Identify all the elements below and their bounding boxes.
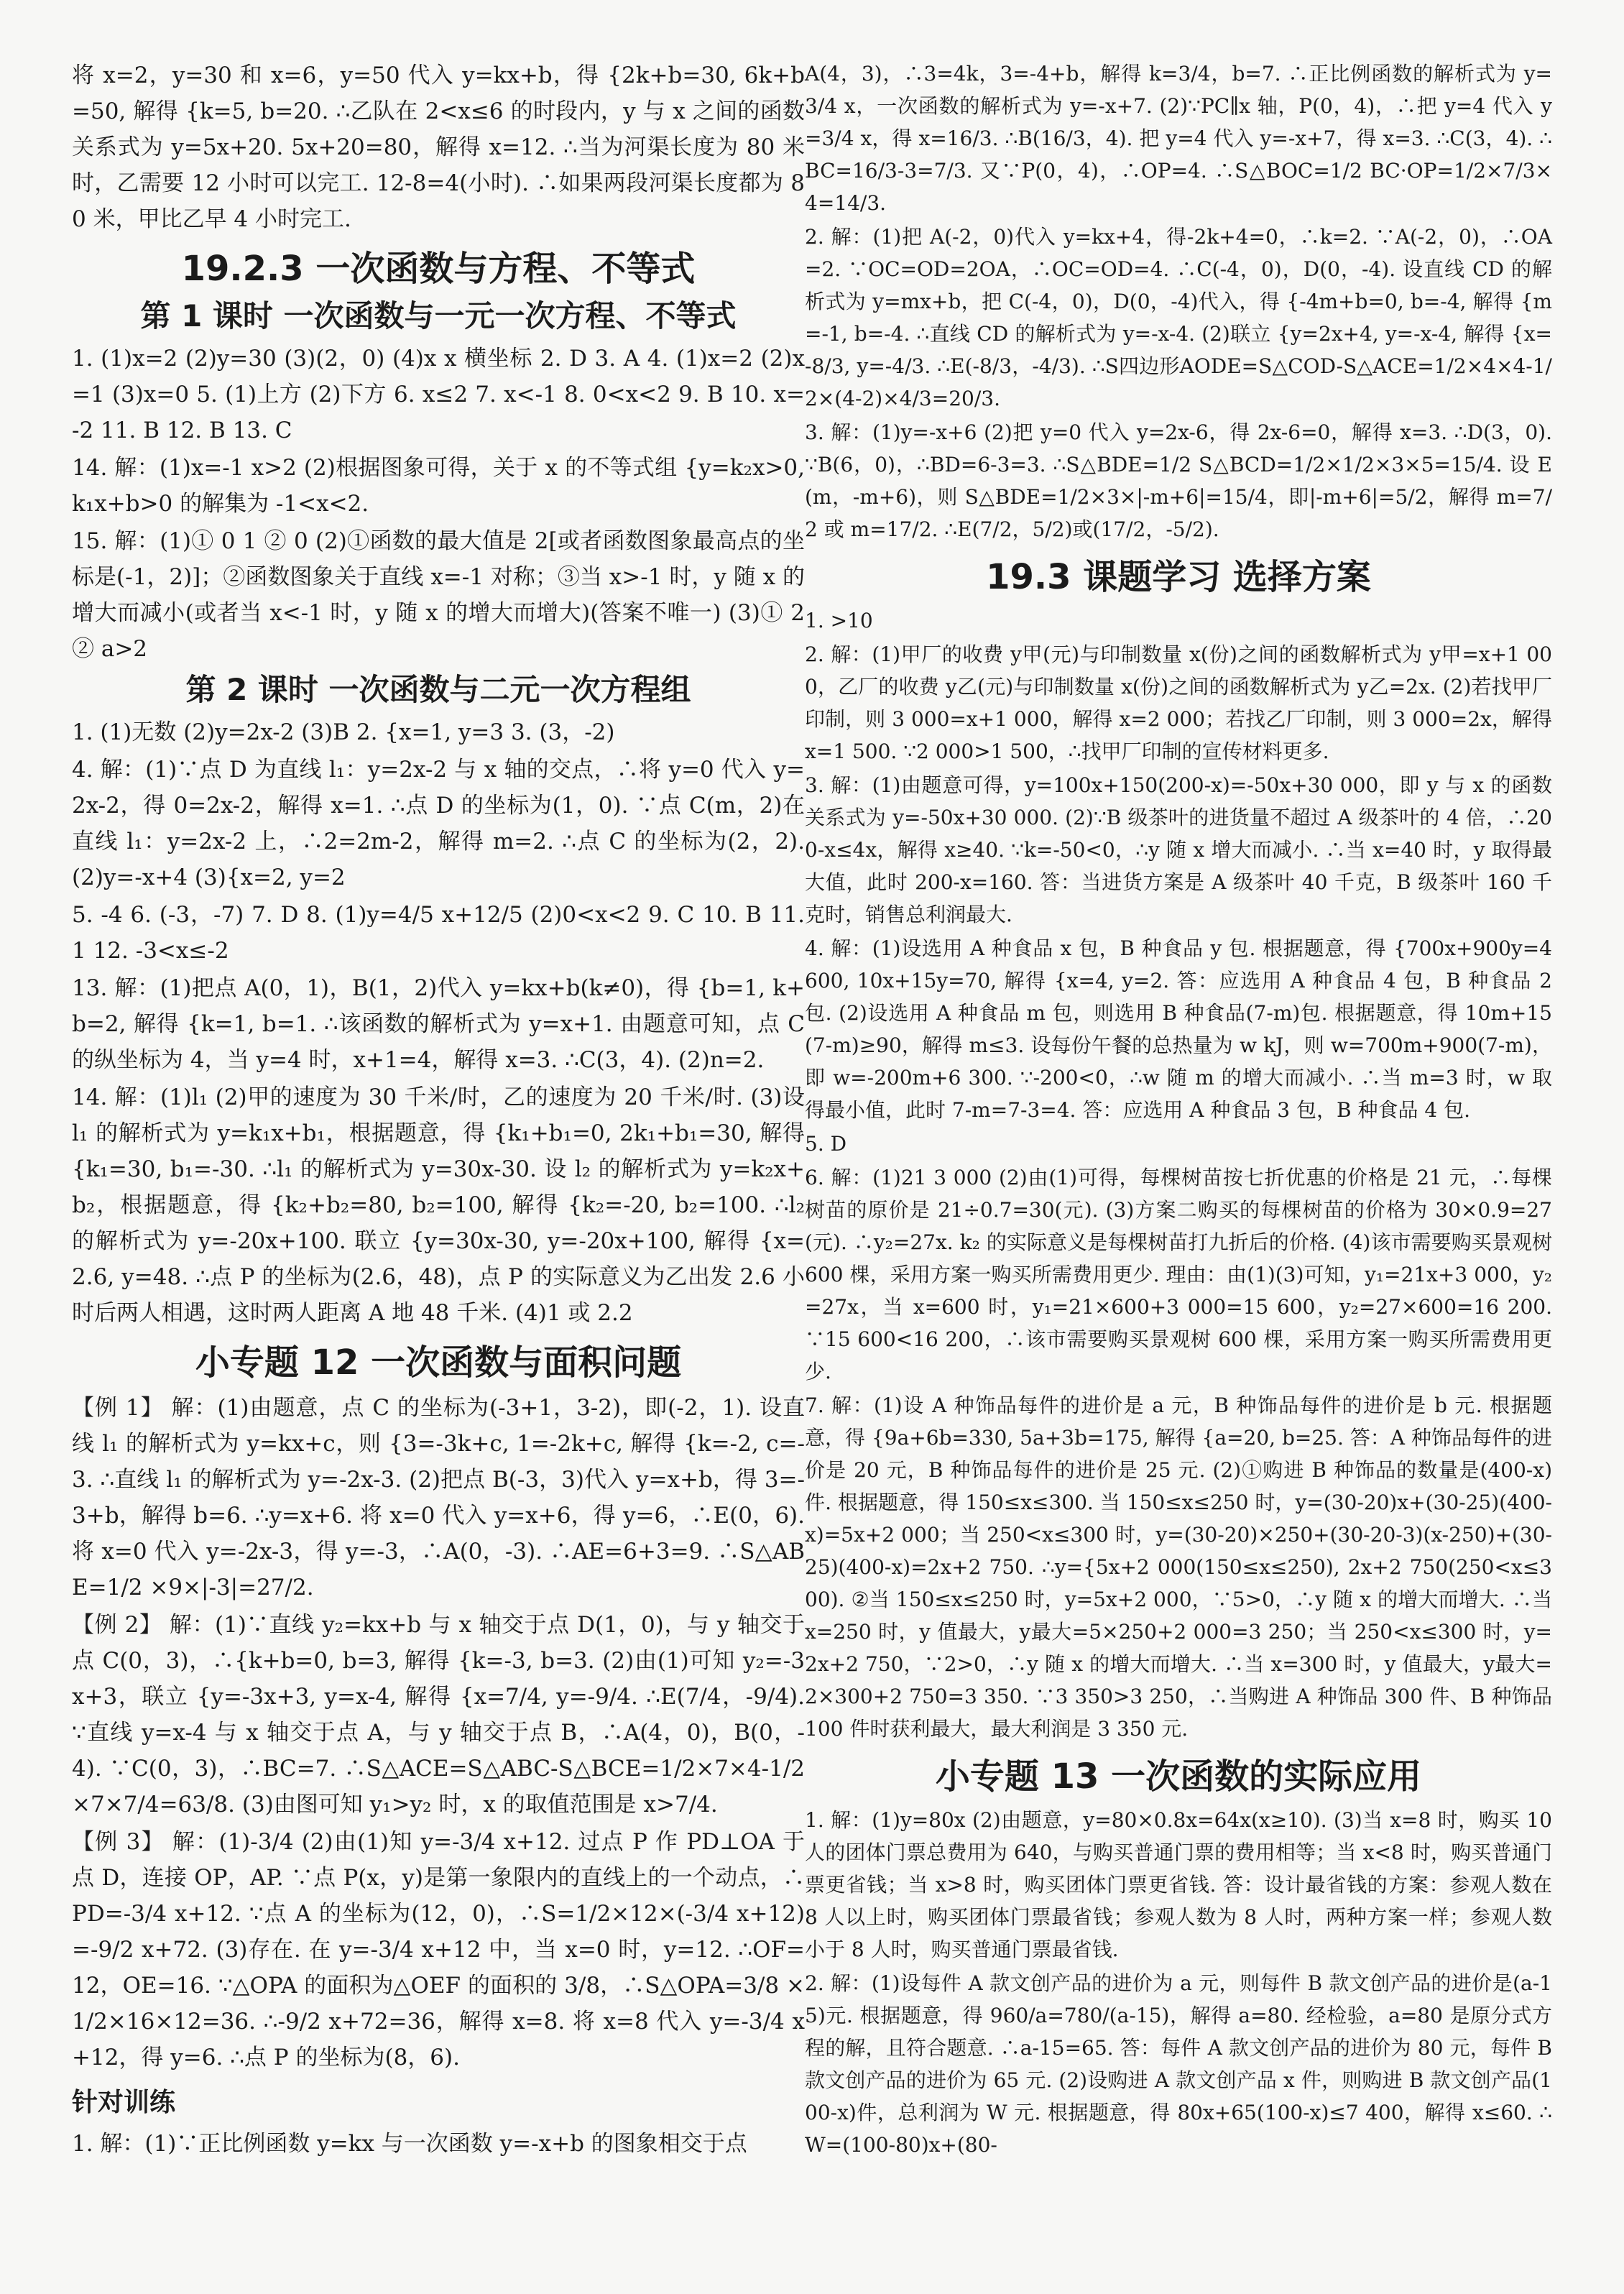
answer-paragraph: 3. 解：(1)y=-x+6 (2)把 y=0 代入 y=2x-6，得 2x-6=0，解得 x=3. ∴D(3，0). ∵B(6，0)，∴BD=6-3=3. ∴S△BDE=1/2 S△BCD=1/2×1/2×3×5=15/4. 设 E(m，-m+6)，则 S△BDE=1/2×3×|-m+6|=15/4，即|-m+6|=5/2，解得 m=7/2 或 m=17/2. ∴E(7/2，5/2)或(17/2，-5/2). <box>805 420 1552 541</box>
left-column <box>72 57 805 2163</box>
answer-paragraph: 1. (1)x=2 (2)y=30 (3)(2，0) (4)x x 横坐标 2. D 3. A 4. (1)x=2 (2)x=1 (3)x=0 5. (1)上方 (2)下方 6. x≤2 7. x<-1 8. 0<x<2 9. B 10. x=-2 11. B 12. B 13. C <box>72 346 805 443</box>
answer-paragraph: 14. 解：(1)l₁ (2)甲的速度为 30 千米/时，乙的速度为 20 千米/时. (3)设 l₁ 的解析式为 y=k₁x+b₁，根据题意，得 {k₁+b₁=0, 2k₁+b₁=30, 解得 {k₁=30, b₁=-30. ∴l₁ 的解析式为 y=30x-30. 设 l₂ 的解析式为 y=k₂x+b₂，根据题意，得 {k₂+b₂=80, b₂=100, 解得 {k₂=-20, b₂=100. ∴l₂ 的解析式为 y=-20x+100. 联立 {y=30x-30, y=-20x+100, 解得 {x=2.6, y=48. ∴点 P 的坐标为(2.6，48)，点 P 的实际意义为乙出发 2.6 小时后两人相遇，这时两人距离 A 地 48 千米. (4)1 或 2.2 <box>72 1084 806 1326</box>
section-heading: 19.3 课题学习 选择方案 <box>986 557 1371 597</box>
answer-paragraph: 将 x=2，y=30 和 x=6，y=50 代入 y=kx+b，得 {2k+b=30, 6k+b=50, 解得 {k=5, b=20. ∴乙队在 2<x≤6 的时段内，y 与 x 之间的函数关系式为 y=5x+20. 5x+20=80，解得 x=12. ∴当为河渠长度为 80 米时，乙需要 12 小时可以完工. 12-8=4(小时). ∴如果两段河渠长度都为 80 米，甲比乙早 4 小时完工. <box>72 63 805 232</box>
answer-paragraph: 15. 解：(1)① 0 1 ② 0 (2)①函数的最大值是 2[或者函数图象最高点的坐标是(-1，2)]；②函数图象关于直线 x=-1 对称；③当 x>-1 时，y 随 x 的增大而减小(或者当 x<-1 时，y 随 x 的增大而增大)(答案不唯一) (3)① 2 ② a>2 <box>72 528 805 662</box>
answer-paragraph: 5. -4 6. (-3，-7) 7. D 8. (1)y=4/5 x+12/5 (2)0<x<2 9. C 10. B 11. 1 12. -3<x≤-2 <box>72 902 805 964</box>
section-heading: 小专题 13 一次函数的实际应用 <box>935 1756 1422 1797</box>
answer-paragraph: 1. 解：(1)y=80x (2)由题意，y=80×0.8x=64x(x≥10). (3)当 x=8 时，购买 10 人的团体门票总费用为 640，与购买普通门票的费用相等；当 x<8 时，购买普通门票更省钱；当 x>8 时，购买团体门票更省钱. 答：设计最省钱的方案：参观人数在 8 人以上时，购买团体门票最省钱；参观人数为 8 人时，两种方案一样；参观人数小于 8 人时，购买普通门票最省钱. <box>805 1808 1552 1961</box>
answer-paragraph: 1. (1)无数 (2)y=2x-2 (3)B 2. {x=1, y=3 3. (3，-2) <box>72 719 615 745</box>
answer-paragraph: 5. D <box>805 1132 847 1156</box>
exercise-label: 针对训练 <box>72 2088 176 2117</box>
answer-paragraph: 4. 解：(1)∵点 D 为直线 l₁：y=2x-2 与 x 轴的交点，∴将 y=0 代入 y=2x-2，得 0=2x-2，解得 x=1. ∴点 D 的坐标为(1，0). ∵点 C(m，2)在直线 l₁：y=2x-2 上，∴2=2m-2，解得 m=2. ∴点 C 的坐标为(2，2). (2)y=-x+4 (3){x=2, y=2 <box>72 757 805 890</box>
answer-paragraph: 6. 解：(1)21 3 000 (2)由(1)可得，每棵树苗按七折优惠的价格是 21 元，∴每棵树苗的原价是 21÷0.7=30(元). (3)方案二购买的每棵树苗的价格为 30×0.9=27(元). ∴y₂=27x. k₂ 的实际意义是每棵树苗打九折后的价格. (4)该市需要购买景观树 600 棵，采用方案一购买所需费用更少. 理由：由(1)(3)可知，y₁=21x+3 000，y₂=27x，当 x=600 时，y₁=21×600+3 000=15 600，y₂=27×600=16 200. ∵15 600<16 200，∴该市需要购买景观树 600 棵，采用方案一购买所需费用更少. <box>805 1166 1552 1383</box>
answer-paragraph: 1. 解：(1)∵正比例函数 y=kx 与一次函数 y=-x+b 的图象相交于点 <box>72 2131 747 2157</box>
answer-paragraph: 2. 解：(1)把 A(-2，0)代入 y=kx+4，得-2k+4=0，∴k=2. ∵A(-2，0)，∴OA=2. ∵OC=OD=2OA，∴OC=OD=4. ∴C(-4，0)，D(0，-4). 设直线 CD 的解析式为 y=mx+b，把 C(-4，0)，D(0，-4)代入，得 {-4m+b=0, b=-4, 解得 {m=-1, b=-4. ∴直线 CD 的解析式为 y=-x-4. (2)联立 {y=2x+4, y=-x-4, 解得 {x=-8/3, y=-4/3. ∴E(-8/3，-4/3). ∴S四边形AODE=S△COD-S△ACE=1/2×4×4-1/2×(4-2)×4/3=20/3. <box>805 225 1552 410</box>
answer-paragraph: 2. 解：(1)设每件 A 款文创产品的进价为 a 元，则每件 B 款文创产品的进价是(a-15)元. 根据题意，得 960/a=780/(a-15)，解得 a=80. 经检验，a=80 是原分式方程的解，且符合题意. ∴a-15=65. 答：每件 A 款文创产品的进价为 80 元，每件 B 款文创产品的进价为 65 元. (2)设购进 A 款文创产品 x 件，则购进 B 款文创产品(100-x)件，总利润为 W 元. 根据题意，得 80x+65(100-x)≤7 400，解得 x≤60. ∴W=(100-80)x+(80- <box>805 1971 1552 2157</box>
answer-paragraph: 2. 解：(1)甲厂的收费 y甲(元)与印制数量 x(份)之间的函数解析式为 y甲=x+1 000，乙厂的收费 y乙(元)与印制数量 x(份)之间的函数解析式为 y乙=2x. (2)若找甲厂印制，则 3 000=x+1 000，解得 x=2 000；若找乙厂印制，则 3 000=2x，解得 x=1 500. ∵2 000>1 500，∴找甲厂印制的宣传材料更多. <box>805 642 1552 763</box>
answer-paragraph: 【例 1】 解：(1)由题意，点 C 的坐标为(-3+1，3-2)，即(-2，1). 设直线 l₁ 的解析式为 y=kx+c，则 {3=-3k+c, 1=-2k+c, 解得 {k=-2, c=-3. ∴直线 l₁ 的解析式为 y=-2x-3. (2)把点 B(-3，3)代入 y=x+b，得 3=-3+b，解得 b=6. ∴y=x+6. 将 x=0 代入 y=x+6，得 y=6，∴E(0，6). 将 x=0 代入 y=-2x-3，得 y=-3，∴A(0，-3). ∴AE=6+3=9. ∴S△ABE=1/2 ×9×|-3|=27/2. <box>72 1395 805 1600</box>
answer-paragraph: 1. >10 <box>805 609 873 632</box>
answer-paragraph: 13. 解：(1)把点 A(0，1)，B(1，2)代入 y=kx+b(k≠0)，得 {b=1, k+b=2, 解得 {k=1, b=1. ∴该函数的解析式为 y=x+1. 由题意可知，点 C 的纵坐标为 4，当 y=4 时，x+1=4，解得 x=3. ∴C(3，4). (2)n=2. <box>72 975 805 1073</box>
lesson-heading: 第 1 课时 一次函数与一元一次方程、不等式 <box>140 298 737 333</box>
answer-paragraph: 14. 解：(1)x=-1 x>2 (2)根据图象可得，关于 x 的不等式组 {y=k₂x>0, k₁x+b>0 的解集为 -1<x<2. <box>72 455 805 517</box>
answer-paragraph: 【例 2】 解：(1)∵直线 y₂=kx+b 与 x 轴交于点 D(1，0)，与 y 轴交于点 C(0，3)，∴{k+b=0, b=3, 解得 {k=-3, b=3. (2)由(1)可知 y₂=-3x+3，联立 {y=-3x+3, y=x-4, 解得 {x=7/4, y=-9/4. ∴E(7/4，-9/4). ∵直线 y=x-4 与 x 轴交于点 A，与 y 轴交于点 B，∴A(4，0)，B(0，-4). ∵C(0，3)，∴BC=7. ∴S△ACE=S△ABC-S△BCE=1/2×7×4-1/2×7×7/4=63/8. (3)由图可知 y₁>y₂ 时，x 的取值范围是 x>7/4. <box>72 1612 805 1818</box>
section-heading: 19.2.3 一次函数与方程、不等式 <box>181 249 696 289</box>
answer-paragraph: 4. 解：(1)设选用 A 种食品 x 包，B 种食品 y 包. 根据题意，得 {700x+900y=4 600, 10x+15y=70, 解得 {x=4, y=2. 答：应选用 A 种食品 4 包，B 种食品 2 包. (2)设选用 A 种食品 m 包，则选用 B 种食品(7-m)包. 根据题意，得 10m+15(7-m)≥90，解得 m≤3. 设每份午餐的总热量为 w kJ，则 w=700m+900(7-m)，即 w=-200m+6 300. ∵-200<0，∴w 随 m 的增大而减小. ∴当 m=3 时，w 取得最小值，此时 7-m=7-3=4. 答：应选用 A 种食品 3 包，B 种食品 4 包. <box>805 936 1552 1122</box>
answer-paragraph: A(4，3)，∴3=4k，3=-4+b，解得 k=3/4，b=7. ∴正比例函数的解析式为 y=3/4 x，一次函数的解析式为 y=-x+7. (2)∵PC∥x 轴，P(0，4)，∴把 y=4 代入 y=3/4 x，得 x=16/3. ∴B(16/3，4). 把 y=4 代入 y=-x+7，得 x=3. ∴C(3，4). ∴BC=16/3-3=7/3. 又∵P(0，4)，∴OP=4. ∴S△BOC=1/2 BC·OP=1/2×7/3×4=14/3. <box>805 62 1552 215</box>
answer-paragraph: 7. 解：(1)设 A 种饰品每件的进价是 a 元，B 种饰品每件的进价是 b 元. 根据题意，得 {9a+6b=330, 5a+3b=175, 解得 {a=20, b=25. 答：A 种饰品每件的进价是 20 元，B 种饰品每件的进价是 25 元. (2)①购进 B 种饰品的数量是(400-x)件. 根据题意，得 150≤x≤300. 当 150≤x≤250 时，y=(30-20)x+(30-25)(400-x)=5x+2 000；当 250<x≤300 时，y=(30-20)×250+(30-20-3)(x-250)+(30-25)(400-x)=2x+2 750. ∴y={5x+2 000(150≤x≤250), 2x+2 750(250<x≤300). ②当 150≤x≤250 时，y=5x+2 000，∵5>0，∴y 随 x 的增大而增大. ∴当 x=250 时，y 值最大，y最大=5×250+2 000=3 250；当 250<x≤300 时，y=2x+2 750，∵2>0，∴y 随 x 的增大而增大. ∴当 x=300 时，y 值最大，y最大=2×300+2 750=3 350. ∵3 350>3 250，∴当购进 A 种饰品 300 件、B 种饰品 100 件时获利最大，最大利润是 3 350 元. <box>805 1394 1552 1741</box>
lesson-heading: 第 2 课时 一次函数与二元一次方程组 <box>185 672 691 707</box>
answer-paragraph: 3. 解：(1)由题意可得，y=100x+150(200-x)=-50x+30 000，即 y 与 x 的函数关系式为 y=-50x+30 000. (2)∵B 级茶叶的进货量不超过 A 级茶叶的 4 倍，∴200-x≤4x，解得 x≥40. ∵k=-50<0，∴y 随 x 增大而减小. ∴当 x=40 时，y 取得最大值，此时 200-x=160. 答：当进货方案是 A 级茶叶 40 千克，B 级茶叶 160 千克时，销售总利润最大. <box>805 773 1552 926</box>
section-heading: 小专题 12 一次函数与面积问题 <box>195 1342 682 1383</box>
right-column <box>805 57 1552 2162</box>
answer-paragraph: 【例 3】 解：(1)-3/4 (2)由(1)知 y=-3/4 x+12. 过点 P 作 PD⊥OA 于点 D，连接 OP，AP. ∵点 P(x，y)是第一象限内的直线上的一个动点，∴PD=-3/4 x+12. ∵点 A 的坐标为(12，0)，∴S=1/2×12×(-3/4 x+12)=-9/2 x+72. (3)存在. 在 y=-3/4 x+12 中，当 x=0 时，y=12. ∴OF=12，OE=16. ∵△OPA 的面积为△OEF 的面积的 3/8，∴S△OPA=3/8 ×1/2×16×12=36. ∴-9/2 x+72=36，解得 x=8. 将 x=8 代入 y=-3/4 x+12，得 y=6. ∴点 P 的坐标为(8，6). <box>72 1829 805 2070</box>
